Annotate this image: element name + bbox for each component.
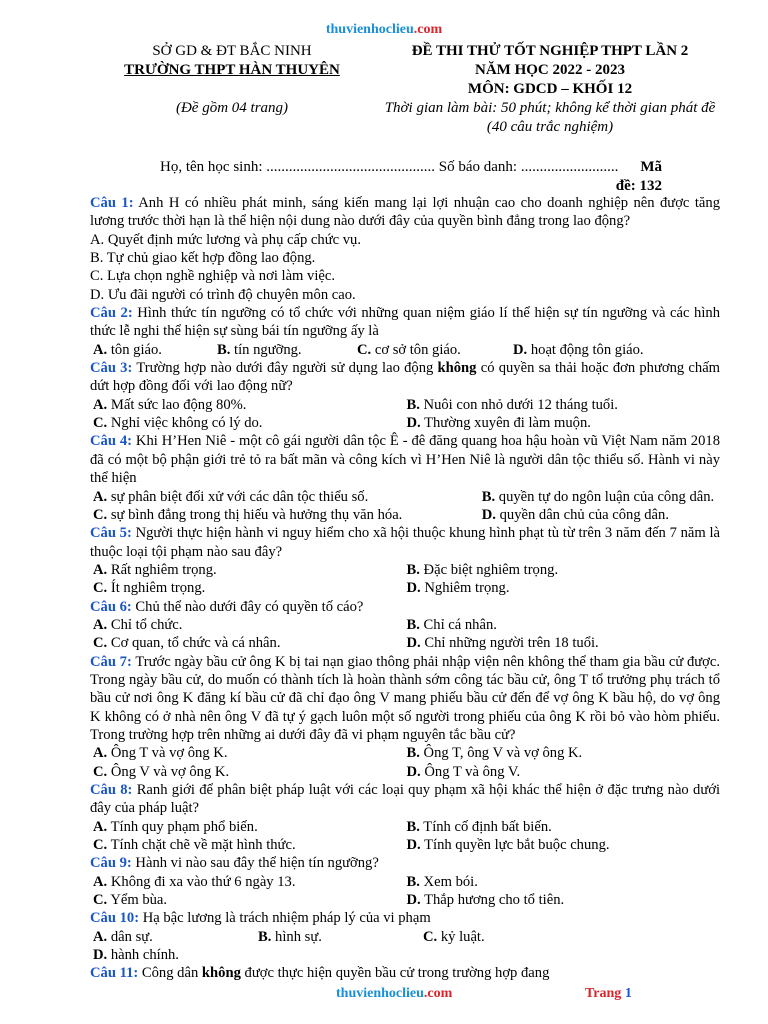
option-c: C. Cơ quan, tổ chức và cá nhân. (93, 635, 281, 652)
question-text-before: Công dân (141, 965, 199, 982)
school-year: NĂM HỌC 2022 - 2023 (475, 62, 625, 78)
option-d: D. Thắp hương cho tổ tiên. (406, 892, 565, 909)
site-name-red: .com (413, 22, 443, 37)
site-name-red: .com (423, 986, 453, 1001)
question-number: Câu 2: (90, 305, 133, 322)
header-left (82, 42, 382, 118)
options (90, 561, 720, 598)
question-text: Trước ngày bầu cử ông K bị tai nạn giao thông phải nhập viện nên không thể tham gia bầu cử được. Trong ngày bầu cử, do muốn có thành tích là hoàn thành sớm công tác bầu cử, ông T tổ trưởng phụ trách tổ bầu cử nơi ông K đăng kí bầu cử đã chỉ đạo ông V mang phiếu bầu cử đến để vợ ông K bầu hộ, do vợ ông K không có ở nhà nên ông V đã tự ý gạch luôn một số người trong phiếu của ông K rồi bỏ vào hòm phiếu. Trong trường hợp trên những ai dưới đây đã vi phạm nguyên tắc bầu cử? (90, 653, 721, 743)
question-number: Câu 4: (90, 433, 133, 450)
question-10 (90, 909, 720, 964)
option-c: C. Yểm bùa. (93, 892, 168, 909)
option-b: B. Ông T, ông V và vợ ông K. (406, 745, 583, 762)
option-d: D. quyền dân chủ của công dân. (481, 506, 669, 523)
option-c: C. Ít nghiêm trọng. (93, 580, 206, 597)
options (90, 616, 720, 653)
exam-code-value: đề: 132 (615, 178, 662, 194)
option-d: D. Tính quyền lực bắt buộc chung. (406, 837, 610, 854)
options (90, 396, 720, 433)
option-d: D. hành chính. (93, 947, 179, 964)
options (90, 818, 720, 855)
option-d: D. Nghiêm trọng. (406, 580, 510, 597)
question-7 (90, 653, 720, 781)
option-d: D. hoạt động tôn giáo. (513, 341, 644, 358)
option-d: D. Thường xuyên đi làm muộn. (406, 415, 591, 432)
site-name-top[interactable] (0, 22, 768, 38)
question-1 (90, 194, 720, 304)
options (90, 744, 720, 781)
exam-title: ĐỀ THI THỬ TỐT NGHIỆP THPT LẦN 2 (411, 43, 689, 59)
question-number: Câu 3: (90, 360, 133, 377)
question-keyword: không (437, 360, 477, 377)
option-b: B. Nuôi con nhỏ dưới 12 tháng tuổi. (406, 396, 618, 413)
site-name-blue: thuvienhoclieu (336, 986, 424, 1001)
question-8 (90, 781, 720, 854)
option-a: A. Rất nghiêm trọng. (93, 561, 217, 578)
question-number: Câu 7: (90, 653, 132, 670)
option-b: B. hình sự. (258, 928, 322, 945)
question-text-after: được thực hiện quyền bầu cử trong trường hợp đang (244, 965, 550, 982)
option-a: A. Không đi xa vào thứ 6 ngày 13. (93, 873, 296, 890)
option-a: A. tôn giáo. (93, 341, 162, 358)
option-a: A. Mất sức lao động 80%. (93, 396, 247, 413)
question-number: Câu 5: (90, 525, 132, 542)
question-text-before: Trường hợp nào dưới đây người sử dụng lao động (136, 360, 434, 377)
exam-code (612, 158, 662, 196)
option-d: D. Ông T và ông V. (406, 763, 521, 780)
option-line: A. Quyết định mức lương và phụ cấp chức vụ. (90, 231, 361, 248)
option-c: C. Tính chặt chẽ về mặt hình thức. (93, 837, 296, 854)
question-text: Hình thức tín ngưỡng có tổ chức với những quan niệm giáo lí thể hiện sự tín ngưỡng và các hình thức lễ nghi thể hiện sự sùng bái tín ngưỡng ấy là (90, 305, 720, 340)
question-number: Câu 6: (90, 598, 132, 615)
site-name-footer[interactable] (336, 986, 452, 1002)
question-6 (90, 598, 720, 653)
option-b: B. Đặc biệt nghiêm trọng. (406, 561, 559, 578)
option-line: C. Lựa chọn nghề nghiệp và nơi làm việc. (90, 268, 336, 285)
question-4 (90, 432, 720, 524)
question-2 (90, 304, 720, 359)
options (90, 873, 720, 910)
question-text: Khi H’Hen Niê - một cô gái người dân tộc Ê - đê đăng quang hoa hậu hoàn vũ Việt Nam năm 2018 đã có một bộ phận giới trẻ tỏ ra bất mãn và công kích vì H’Hen Niê là người dân tộc thiểu số. Hành vi này thể hiện (90, 433, 720, 487)
option-c: C. kỷ luật. (423, 928, 485, 945)
header-right (380, 42, 720, 137)
site-name-blue: thuvienhoclieu (325, 22, 414, 37)
question-keyword: không (201, 965, 241, 982)
subject: MÔN: GDCD – KHỐI 12 (467, 81, 633, 97)
option-b: B. Tính cố định bất biến. (406, 818, 552, 835)
option-line: D. Ưu đãi người có trình độ chuyên môn cao. (90, 286, 356, 303)
question-list (90, 194, 720, 983)
question-text: Hạ bậc lương là trách nhiệm pháp lý của vi phạm (142, 910, 431, 927)
option-a: A. dân sự. (93, 928, 153, 945)
student-info-line: Họ, tên học sinh: ............................................. Số báo danh: .......................... (160, 159, 619, 175)
option-c: C. Ông V và vợ ông K. (93, 763, 230, 780)
exam-code-label: Mã (640, 159, 662, 175)
page-number (585, 986, 632, 1002)
department: SỞ GD & ĐT BẮC NINH (152, 43, 312, 59)
option-b: B. Xem bói. (406, 873, 478, 890)
option-a: A. sự phân biệt đối xử với các dân tộc thiểu số. (93, 488, 369, 505)
question-9 (90, 854, 720, 909)
page-label: Trang (585, 986, 622, 1001)
option-b: B. tín ngưỡng. (217, 341, 302, 358)
option-a: A. Tính quy phạm phổ biến. (93, 818, 258, 835)
question-text: Anh H có nhiều phát minh, sáng kiến mang lại lợi nhuận cao cho doanh nghiệp nên được tăng lương trước thời hạn là thể hiện nội dung nào dưới đây của quyền bình đẳng trong lao động? (90, 195, 720, 230)
question-11 (90, 964, 720, 982)
option-d: D. Chỉ những người trên 18 tuổi. (406, 635, 599, 652)
option-line: B. Tự chủ giao kết hợp đồng lao động. (90, 250, 316, 267)
option-b: B. Chỉ cá nhân. (406, 616, 497, 633)
question-text-after: có quyền sa thải hoặc đơn phương chấm dứt hợp đồng đối với lao động nữ? (90, 360, 721, 395)
option-a: A. Chỉ tổ chức. (93, 616, 183, 633)
option-b: B. quyền tự do ngôn luận của công dân. (481, 488, 715, 505)
school-name: TRƯỜNG THPT HÀN THUYÊN (124, 62, 340, 78)
question-number: Câu 11: (90, 965, 139, 982)
page-number-value: 1 (624, 986, 632, 1001)
option-c: C. Nghỉ việc không có lý do. (93, 415, 263, 432)
question-text: Người thực hiện hành vi nguy hiểm cho xã hội thuộc khung hình phạt tù từ trên 3 năm đến 7 năm là thuộc loại tội phạm nào sau đây? (90, 525, 720, 560)
question-number: Câu 8: (90, 782, 133, 798)
question-text: Hành vi nào sau đây thể hiện tín ngưỡng? (135, 855, 379, 872)
options (90, 488, 720, 525)
question-text: Ranh giới để phân biệt pháp luật với các loại quy phạm xã hội khác thể hiện ở đặc trưng nào dưới đây của pháp luật? (90, 782, 720, 817)
question-number: Câu 9: (90, 855, 132, 872)
question-3 (90, 359, 720, 432)
question-number: Câu 10: (90, 910, 140, 927)
question-number: Câu 1: (90, 195, 134, 211)
options (90, 928, 720, 965)
option-c: C. sự bình đẳng trong thị hiếu và hưởng thụ văn hóa. (93, 506, 403, 523)
option-c: C. cơ sở tôn giáo. (357, 341, 461, 358)
pages-note: (Đề gồm 04 trang) (175, 100, 289, 116)
question-5 (90, 524, 720, 597)
time-note: Thời gian làm bài: 50 phút; không kể thời gian phát đề (384, 100, 716, 116)
option-a: A. Ông T và vợ ông K. (93, 745, 228, 762)
question-count: (40 câu trắc nghiệm) (486, 119, 614, 135)
options (90, 341, 720, 359)
question-text: Chủ thể nào dưới đây có quyền tố cáo? (135, 598, 364, 615)
